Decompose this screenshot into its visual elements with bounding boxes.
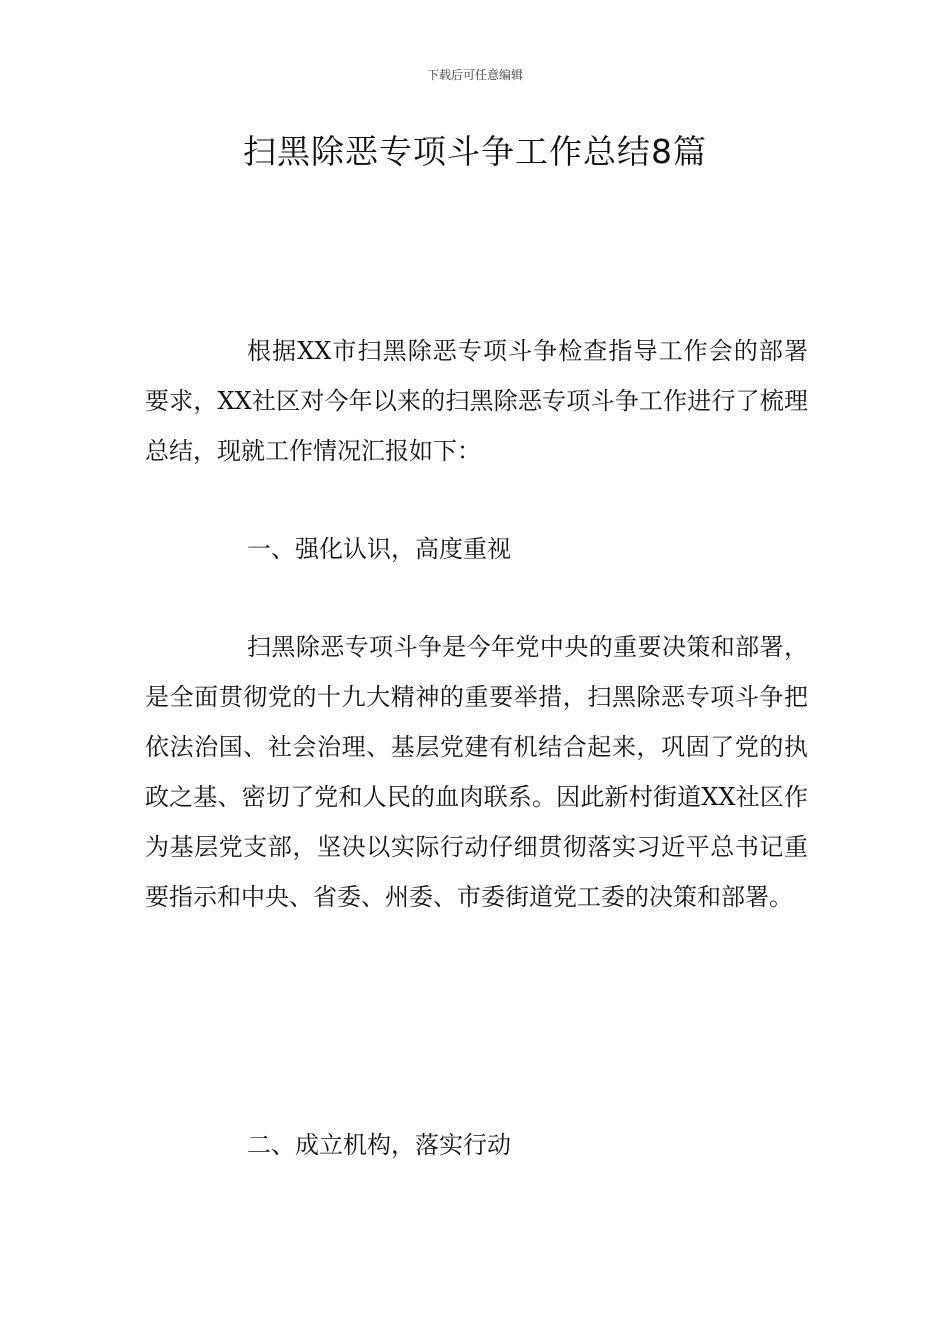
document-title: 扫黑除恶专项斗争工作总结8篇 [243, 132, 707, 171]
section-heading-2: 二、成立机构，落实行动 [247, 1131, 511, 1159]
header-note: 下载后可任意编辑 [426, 68, 523, 82]
section-1-paragraph: 扫黑除恶专项斗争是今年党中央的重要决策和部署，是全面贯彻党的十九大精神的重要举措，扫黑除恶专项斗争把依法治国、社会治理、基层党建有机结合起来，巩固了党的执政之基、密切了党和人民的血肉联系。因此新村街道XX社区作为基层党支部，坚决以实际行动仔细贯彻落实习近平总书记重要指示和中央、省委、州委、市委街道党工委的决策和部署。 [145, 633, 808, 911]
intro-paragraph: 根据XX市扫黑除恶专项斗争检查指导工作会的部署要求，XX社区对今年以来的扫黑除恶专项斗争工作进行了梳理总结，现就工作情况汇报如下： [145, 337, 808, 465]
section-heading-1: 一、强化认识，高度重视 [247, 535, 511, 563]
